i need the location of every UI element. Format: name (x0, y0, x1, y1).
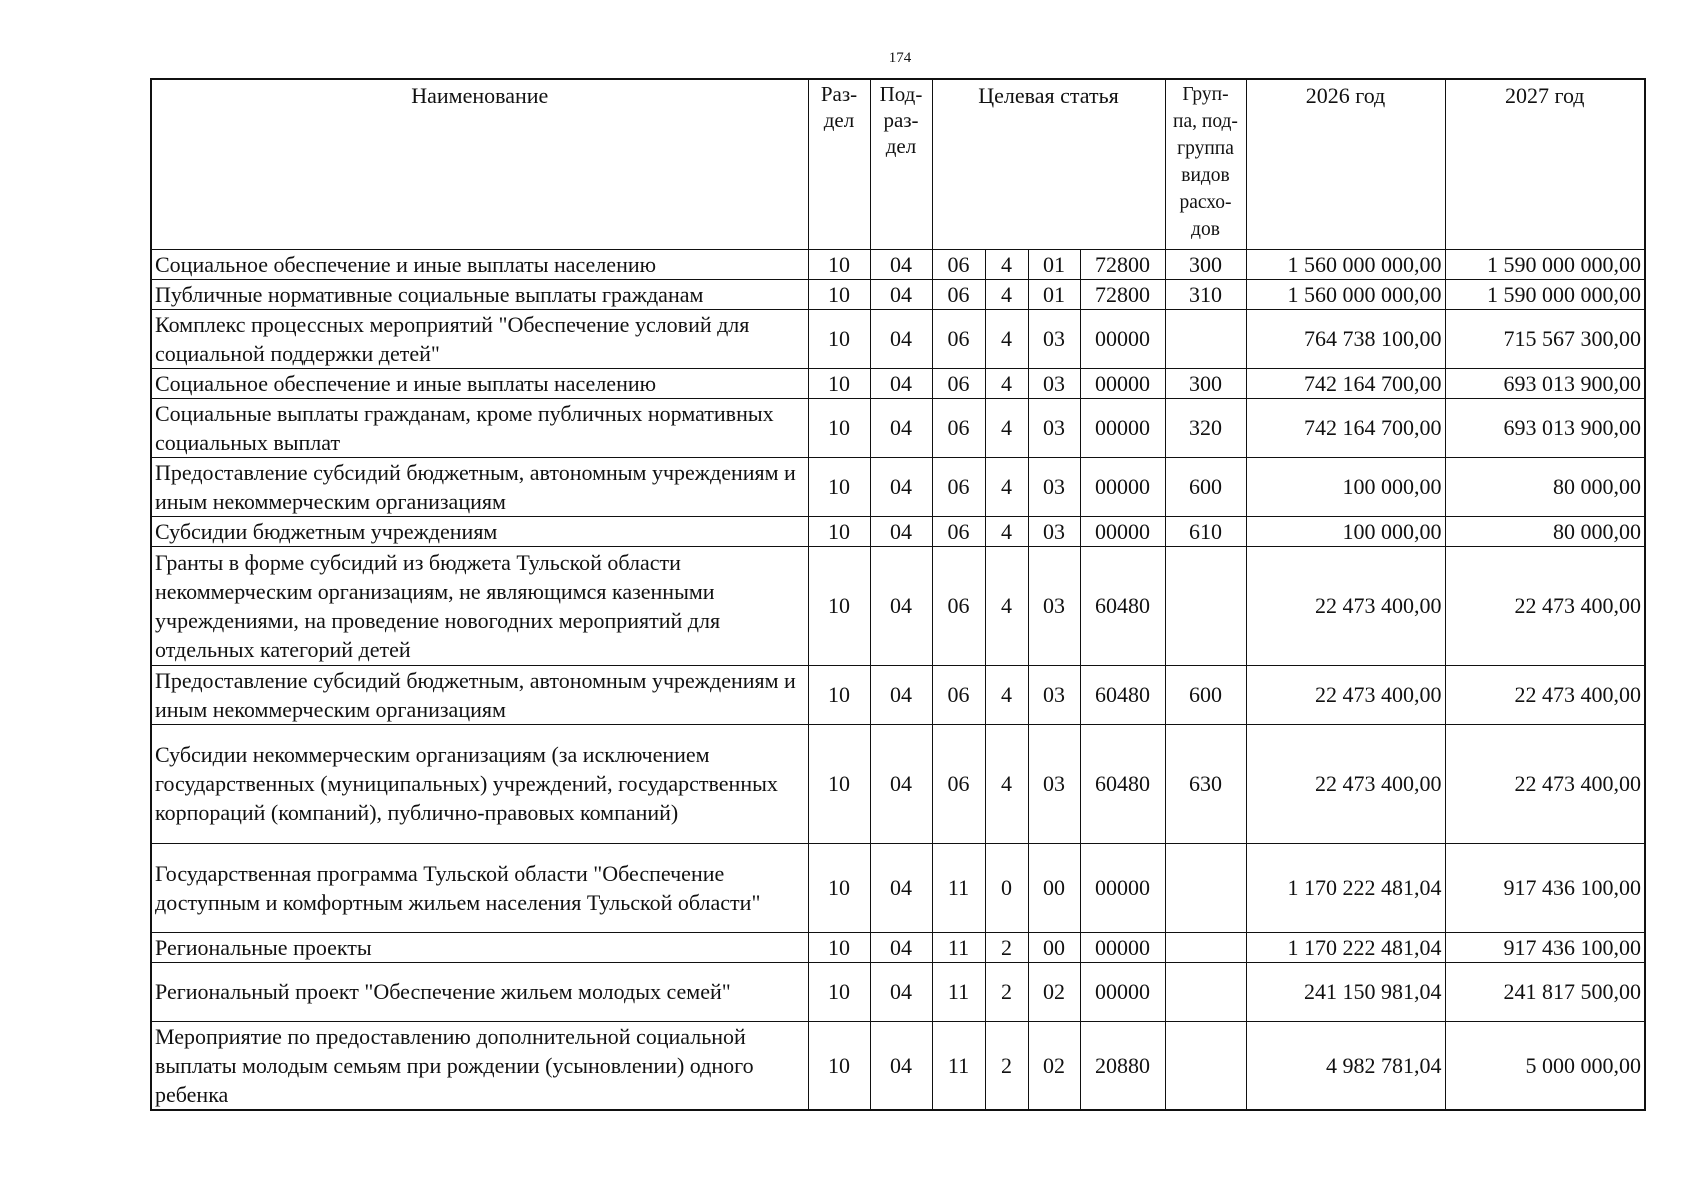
row-name-cell: Социальное обеспечение и иные выплаты населению (151, 368, 808, 398)
row-name-cell: Государственная программа Тульской области "Обеспечение доступным и комфортным жильем населения Тульской области" (151, 843, 808, 932)
row-program-cell: 06 (932, 249, 985, 279)
row-direction-cell: 00000 (1080, 516, 1165, 546)
row-amount-2027-cell: 22 473 400,00 (1445, 546, 1645, 665)
row-subprogram-cell: 03 (1028, 457, 1080, 516)
row-program-type-cell: 2 (985, 962, 1028, 1021)
header-target-article: Целевая статья (932, 79, 1165, 249)
row-name-cell: Субсидии бюджетным учреждениям (151, 516, 808, 546)
row-expense-group-cell: 600 (1165, 665, 1246, 724)
table-row (151, 932, 1645, 962)
row-program-type-cell: 0 (985, 843, 1028, 932)
row-name-cell: Социальные выплаты гражданам, кроме публичных нормативных социальных выплат (151, 398, 808, 457)
row-amount-2026-cell: 22 473 400,00 (1246, 665, 1445, 724)
row-direction-cell: 00000 (1080, 457, 1165, 516)
row-program-cell: 06 (932, 546, 985, 665)
row-expense-group-cell (1165, 1021, 1246, 1110)
row-amount-2026-cell: 241 150 981,04 (1246, 962, 1445, 1021)
row-amount-2027-cell: 917 436 100,00 (1445, 932, 1645, 962)
table-row (151, 309, 1645, 368)
row-name-cell: Предоставление субсидий бюджетным, автономным учреждениям и иным некоммерческим организациям (151, 457, 808, 516)
row-direction-cell: 00000 (1080, 962, 1165, 1021)
row-section-cell: 10 (808, 249, 870, 279)
row-subsection-cell: 04 (870, 457, 932, 516)
row-expense-group-cell: 630 (1165, 724, 1246, 843)
row-program-cell: 11 (932, 1021, 985, 1110)
row-program-type-cell: 4 (985, 457, 1028, 516)
row-section-cell: 10 (808, 309, 870, 368)
row-name-cell: Публичные нормативные социальные выплаты гражданам (151, 279, 808, 309)
row-direction-cell: 00000 (1080, 843, 1165, 932)
page-number: 174 (888, 50, 912, 66)
row-program-cell: 06 (932, 279, 985, 309)
row-subsection-cell: 04 (870, 398, 932, 457)
row-subprogram-cell: 03 (1028, 724, 1080, 843)
row-program-cell: 11 (932, 962, 985, 1021)
header-subsection: Под- раз- дел (870, 79, 932, 249)
row-expense-group-cell: 610 (1165, 516, 1246, 546)
row-program-cell: 06 (932, 398, 985, 457)
table-row (151, 724, 1645, 843)
row-program-cell: 06 (932, 665, 985, 724)
row-section-cell: 10 (808, 398, 870, 457)
table-row (151, 457, 1645, 516)
row-amount-2027-cell: 241 817 500,00 (1445, 962, 1645, 1021)
row-subprogram-cell: 02 (1028, 1021, 1080, 1110)
row-amount-2027-cell: 1 590 000 000,00 (1445, 279, 1645, 309)
row-direction-cell: 72800 (1080, 279, 1165, 309)
row-subprogram-cell: 03 (1028, 398, 1080, 457)
header-year-2027: 2027 год (1445, 79, 1645, 249)
row-amount-2027-cell: 80 000,00 (1445, 457, 1645, 516)
row-expense-group-cell: 300 (1165, 368, 1246, 398)
table-row (151, 249, 1645, 279)
row-expense-group-cell (1165, 843, 1246, 932)
row-amount-2026-cell: 742 164 700,00 (1246, 398, 1445, 457)
row-program-cell: 06 (932, 457, 985, 516)
row-subprogram-cell: 03 (1028, 516, 1080, 546)
header-expense-group: Груп- па, под- группа видов расхо- дов (1165, 79, 1246, 249)
row-expense-group-cell: 600 (1165, 457, 1246, 516)
row-subprogram-cell: 00 (1028, 932, 1080, 962)
row-subprogram-cell: 02 (1028, 962, 1080, 1021)
row-expense-group-cell (1165, 546, 1246, 665)
row-subprogram-cell: 03 (1028, 546, 1080, 665)
table-row (151, 962, 1645, 1021)
row-amount-2026-cell: 1 170 222 481,04 (1246, 932, 1445, 962)
row-amount-2026-cell: 4 982 781,04 (1246, 1021, 1445, 1110)
row-program-type-cell: 4 (985, 279, 1028, 309)
table-row (151, 516, 1645, 546)
row-amount-2027-cell: 5 000 000,00 (1445, 1021, 1645, 1110)
row-program-type-cell: 4 (985, 309, 1028, 368)
row-subprogram-cell: 03 (1028, 368, 1080, 398)
row-name-cell: Социальное обеспечение и иные выплаты населению (151, 249, 808, 279)
row-amount-2027-cell: 22 473 400,00 (1445, 724, 1645, 843)
row-amount-2026-cell: 1 560 000 000,00 (1246, 279, 1445, 309)
row-subsection-cell: 04 (870, 368, 932, 398)
row-section-cell: 10 (808, 665, 870, 724)
table-row (151, 546, 1645, 665)
row-name-cell: Региональные проекты (151, 932, 808, 962)
row-subprogram-cell: 03 (1028, 665, 1080, 724)
row-expense-group-cell (1165, 962, 1246, 1021)
row-section-cell: 10 (808, 962, 870, 1021)
header-name: Наименование (151, 79, 808, 249)
row-program-type-cell: 4 (985, 398, 1028, 457)
table-row (151, 368, 1645, 398)
row-program-type-cell: 4 (985, 665, 1028, 724)
row-section-cell: 10 (808, 457, 870, 516)
row-amount-2027-cell: 1 590 000 000,00 (1445, 249, 1645, 279)
row-program-type-cell: 4 (985, 516, 1028, 546)
row-subprogram-cell: 01 (1028, 249, 1080, 279)
row-section-cell: 10 (808, 279, 870, 309)
row-expense-group-cell: 320 (1165, 398, 1246, 457)
row-direction-cell: 00000 (1080, 368, 1165, 398)
row-direction-cell: 60480 (1080, 546, 1165, 665)
row-amount-2027-cell: 715 567 300,00 (1445, 309, 1645, 368)
row-amount-2026-cell: 100 000,00 (1246, 457, 1445, 516)
row-subprogram-cell: 01 (1028, 279, 1080, 309)
row-expense-group-cell: 300 (1165, 249, 1246, 279)
row-subprogram-cell: 00 (1028, 843, 1080, 932)
row-subsection-cell: 04 (870, 1021, 932, 1110)
row-amount-2027-cell: 80 000,00 (1445, 516, 1645, 546)
row-program-type-cell: 4 (985, 249, 1028, 279)
row-program-type-cell: 4 (985, 368, 1028, 398)
row-amount-2027-cell: 693 013 900,00 (1445, 368, 1645, 398)
row-amount-2026-cell: 1 560 000 000,00 (1246, 249, 1445, 279)
row-direction-cell: 20880 (1080, 1021, 1165, 1110)
row-expense-group-cell (1165, 309, 1246, 368)
row-subsection-cell: 04 (870, 516, 932, 546)
row-program-cell: 06 (932, 368, 985, 398)
row-subsection-cell: 04 (870, 724, 932, 843)
row-name-cell: Гранты в форме субсидий из бюджета Тульской области некоммерческим организациям, не являющимся казенными учреждениями, на проведение новогодних мероприятий для отдельных категорий детей (151, 546, 808, 665)
row-amount-2026-cell: 22 473 400,00 (1246, 724, 1445, 843)
row-section-cell: 10 (808, 724, 870, 843)
row-amount-2027-cell: 917 436 100,00 (1445, 843, 1645, 932)
header-year-2026: 2026 год (1246, 79, 1445, 249)
row-amount-2026-cell: 100 000,00 (1246, 516, 1445, 546)
row-name-cell: Мероприятие по предоставлению дополнительной социальной выплаты молодым семьям при рождении (усыновлении) одного ребенка (151, 1021, 808, 1110)
row-direction-cell: 60480 (1080, 665, 1165, 724)
row-direction-cell: 00000 (1080, 932, 1165, 962)
row-program-cell: 06 (932, 724, 985, 843)
row-subsection-cell: 04 (870, 932, 932, 962)
header-section: Раз- дел (808, 79, 870, 249)
row-amount-2026-cell: 1 170 222 481,04 (1246, 843, 1445, 932)
row-section-cell: 10 (808, 843, 870, 932)
row-section-cell: 10 (808, 516, 870, 546)
row-section-cell: 10 (808, 546, 870, 665)
row-section-cell: 10 (808, 932, 870, 962)
row-amount-2026-cell: 742 164 700,00 (1246, 368, 1445, 398)
row-subsection-cell: 04 (870, 665, 932, 724)
row-subsection-cell: 04 (870, 309, 932, 368)
table-row (151, 843, 1645, 932)
row-section-cell: 10 (808, 1021, 870, 1110)
row-program-cell: 06 (932, 309, 985, 368)
row-program-type-cell: 4 (985, 546, 1028, 665)
table-header (151, 79, 1645, 249)
row-subsection-cell: 04 (870, 962, 932, 1021)
row-subsection-cell: 04 (870, 249, 932, 279)
row-subsection-cell: 04 (870, 546, 932, 665)
budget-table (150, 78, 1646, 1111)
table-row (151, 279, 1645, 309)
row-program-cell: 11 (932, 932, 985, 962)
row-section-cell: 10 (808, 368, 870, 398)
row-expense-group-cell (1165, 932, 1246, 962)
row-program-cell: 11 (932, 843, 985, 932)
row-program-cell: 06 (932, 516, 985, 546)
table-row (151, 398, 1645, 457)
row-name-cell: Комплекс процессных мероприятий "Обеспечение условий для социальной поддержки детей" (151, 309, 808, 368)
row-program-type-cell: 2 (985, 932, 1028, 962)
row-direction-cell: 60480 (1080, 724, 1165, 843)
row-direction-cell: 72800 (1080, 249, 1165, 279)
row-expense-group-cell: 310 (1165, 279, 1246, 309)
row-name-cell: Региональный проект "Обеспечение жильем молодых семей" (151, 962, 808, 1021)
row-program-type-cell: 4 (985, 724, 1028, 843)
row-amount-2027-cell: 693 013 900,00 (1445, 398, 1645, 457)
row-subsection-cell: 04 (870, 279, 932, 309)
row-direction-cell: 00000 (1080, 398, 1165, 457)
row-direction-cell: 00000 (1080, 309, 1165, 368)
row-amount-2026-cell: 764 738 100,00 (1246, 309, 1445, 368)
table-row (151, 665, 1645, 724)
row-program-type-cell: 2 (985, 1021, 1028, 1110)
row-subsection-cell: 04 (870, 843, 932, 932)
row-amount-2026-cell: 22 473 400,00 (1246, 546, 1445, 665)
table-row (151, 1021, 1645, 1110)
row-subprogram-cell: 03 (1028, 309, 1080, 368)
row-name-cell: Субсидии некоммерческим организациям (за исключением государственных (муниципальных) учреждений, государственных корпораций (компаний), публично-правовых компаний) (151, 724, 808, 843)
row-name-cell: Предоставление субсидий бюджетным, автономным учреждениям и иным некоммерческим организациям (151, 665, 808, 724)
table-body (151, 249, 1645, 1110)
row-amount-2027-cell: 22 473 400,00 (1445, 665, 1645, 724)
